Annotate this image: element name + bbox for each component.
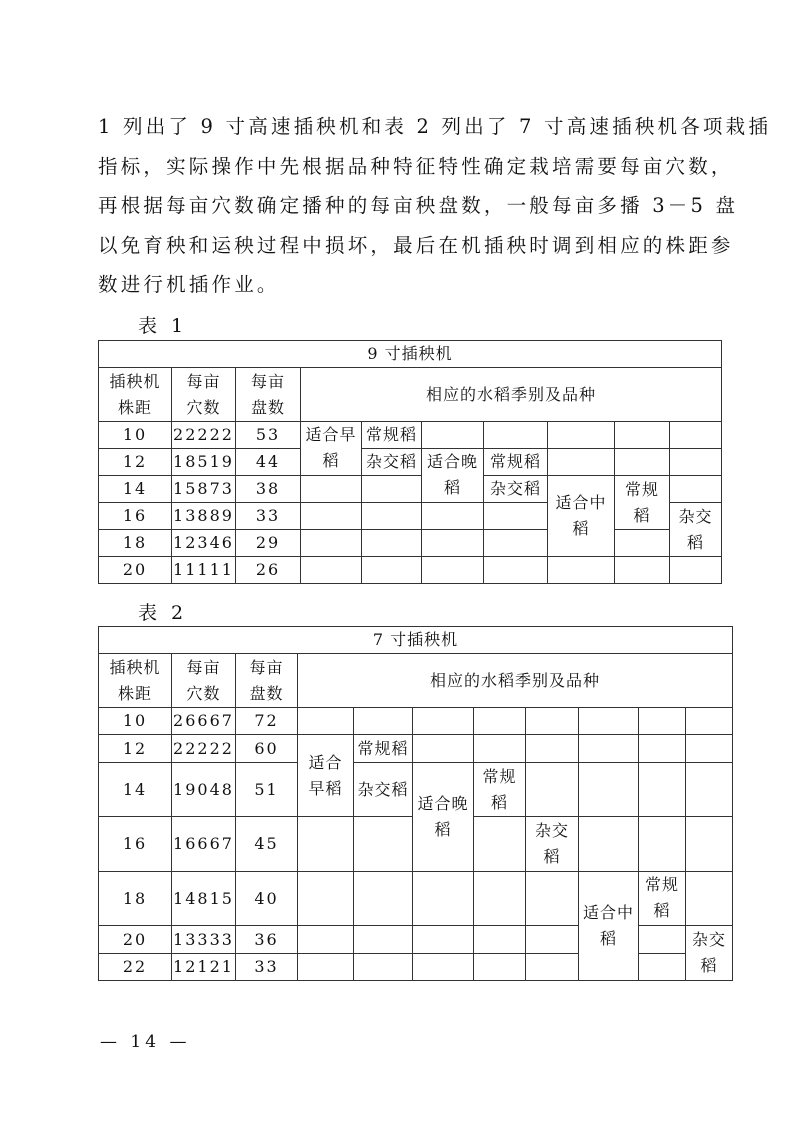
cell-spacing: 14	[99, 476, 172, 503]
empty-cell	[639, 954, 686, 981]
header-text: 每亩	[249, 657, 284, 677]
cell-trays: 29	[236, 530, 301, 557]
empty-cell	[474, 708, 526, 735]
empty-cell	[579, 817, 639, 872]
cell-late-hybrid: 杂交稻	[484, 476, 548, 503]
cell-spacing: 12	[99, 735, 172, 763]
paragraph-line: 数进行机插作业。	[98, 273, 280, 296]
empty-cell	[422, 503, 484, 530]
empty-cell	[474, 926, 526, 954]
header-varieties: 相应的水稻季别及品种	[298, 654, 733, 708]
empty-cell	[639, 763, 686, 817]
paragraph-line: 1 列出了 9 寸高速插秧机和表 2 列出了 7 寸高速插秧机各项栽插	[98, 115, 772, 138]
cell-holes: 22222	[172, 422, 236, 449]
empty-cell	[362, 476, 422, 503]
empty-cell	[362, 530, 422, 557]
empty-cell	[526, 763, 579, 817]
table1-title: 9 寸插秧机	[99, 341, 722, 368]
cell-late-rice	[422, 449, 484, 503]
paragraph-line: 指标，实际操作中先根据品种特征特性确定栽培需要每亩穴数，	[98, 154, 734, 178]
empty-cell	[362, 503, 422, 530]
empty-cell	[639, 926, 686, 954]
empty-cell	[615, 530, 670, 557]
empty-cell	[301, 530, 362, 557]
header-trays	[236, 654, 298, 708]
label-text: 适合中	[582, 903, 634, 922]
label-text: 稻	[633, 505, 651, 525]
cell-holes: 18519	[172, 449, 236, 476]
empty-cell	[422, 557, 484, 584]
empty-cell	[670, 557, 722, 584]
cell-early-hybrid: 杂交稻	[362, 449, 422, 476]
empty-cell	[484, 557, 548, 584]
empty-cell	[686, 817, 733, 872]
empty-cell	[548, 557, 615, 584]
empty-cell	[686, 708, 733, 735]
header-holes	[172, 368, 236, 422]
cell-mid-rice	[548, 476, 615, 557]
cell-holes: 13889	[172, 503, 236, 530]
empty-cell	[474, 954, 526, 981]
label-text: 适合晚	[426, 452, 478, 471]
cell-trays: 26	[236, 557, 301, 584]
cell-late-conventional: 常规稻	[484, 449, 548, 476]
empty-cell	[579, 763, 639, 817]
cell-late-hybrid	[526, 817, 579, 872]
label-text: 稻	[572, 519, 590, 538]
empty-cell	[413, 708, 474, 735]
label-text: 稻	[599, 929, 617, 948]
cell-spacing: 18	[99, 872, 172, 926]
empty-cell	[413, 735, 474, 763]
empty-cell	[298, 817, 354, 872]
empty-cell	[579, 735, 639, 763]
cell-trays: 44	[236, 449, 301, 476]
empty-cell	[579, 708, 639, 735]
cell-mid-rice	[579, 872, 639, 981]
table-row	[99, 530, 722, 557]
label-text: 杂交	[534, 821, 569, 840]
empty-cell	[474, 735, 526, 763]
header-trays	[236, 368, 301, 422]
cell-holes: 26667	[172, 708, 236, 735]
label-text: 稻	[543, 847, 561, 866]
header-text: 株距	[117, 397, 152, 417]
empty-cell	[686, 872, 733, 926]
empty-cell	[686, 763, 733, 817]
cell-spacing: 16	[99, 817, 172, 872]
empty-cell	[639, 708, 686, 735]
cell-trays: 38	[236, 476, 301, 503]
label-text: 适合早	[305, 425, 357, 444]
empty-cell	[354, 872, 413, 926]
header-text: 每亩	[250, 371, 285, 391]
header-text: 盘数	[249, 683, 284, 703]
cell-trays: 72	[236, 708, 298, 735]
empty-cell	[474, 872, 526, 926]
table2-caption: 表 2	[138, 602, 188, 624]
body-paragraph	[98, 107, 772, 305]
cell-holes: 13333	[172, 926, 236, 954]
cell-trays: 33	[236, 954, 298, 981]
empty-cell	[548, 422, 615, 449]
empty-cell	[413, 926, 474, 954]
empty-cell	[298, 708, 354, 735]
cell-spacing: 20	[99, 557, 172, 584]
cell-trays: 36	[236, 926, 298, 954]
empty-cell	[484, 422, 548, 449]
label-text: 稻	[490, 792, 508, 812]
empty-cell	[548, 449, 615, 476]
header-text: 插秧机	[109, 657, 161, 677]
header-text: 株距	[117, 683, 152, 703]
cell-trays: 40	[236, 872, 298, 926]
header-holes	[172, 654, 236, 708]
label-text: 稻	[434, 820, 452, 839]
label-text: 杂交	[678, 506, 713, 526]
table-row	[99, 422, 722, 449]
empty-cell	[615, 449, 670, 476]
cell-early-rice	[301, 422, 362, 476]
cell-holes: 12121	[172, 954, 236, 981]
cell-spacing: 18	[99, 530, 172, 557]
label-text: 稻	[700, 956, 718, 975]
cell-spacing: 10	[99, 422, 172, 449]
header-text: 每亩	[186, 657, 221, 677]
cell-spacing: 16	[99, 503, 172, 530]
paragraph-line: 以免育秧和运秧过程中损坏，最后在机插秧时调到相应的株距参	[98, 233, 734, 257]
cell-mid-hybrid	[670, 503, 722, 557]
empty-cell	[354, 954, 413, 981]
cell-early-conventional: 常规稻	[362, 422, 422, 449]
cell-holes: 22222	[172, 735, 236, 763]
label-text: 常规	[624, 479, 659, 499]
empty-cell	[298, 926, 354, 954]
cell-holes: 12346	[172, 530, 236, 557]
empty-cell	[484, 503, 548, 530]
cell-spacing: 14	[99, 763, 172, 817]
label-text: 适合晚	[417, 794, 469, 813]
header-varieties: 相应的水稻季别及品种	[301, 368, 722, 422]
empty-cell	[615, 557, 670, 584]
cell-mid-conventional	[615, 476, 670, 530]
cell-trays: 33	[236, 503, 301, 530]
cell-spacing: 12	[99, 449, 172, 476]
cell-holes: 19048	[172, 763, 236, 817]
label-text: 稻	[443, 478, 461, 497]
empty-cell	[298, 954, 354, 981]
cell-holes: 16667	[172, 817, 236, 872]
empty-cell	[526, 954, 579, 981]
cell-spacing: 22	[99, 954, 172, 981]
empty-cell	[639, 735, 686, 763]
empty-cell	[670, 449, 722, 476]
empty-cell	[298, 872, 354, 926]
cell-late-rice	[413, 763, 474, 872]
empty-cell	[354, 817, 413, 872]
cell-early-conventional: 常规稻	[354, 735, 413, 763]
table2	[98, 626, 733, 981]
empty-cell	[422, 422, 484, 449]
header-text: 插秧机	[109, 371, 161, 391]
cell-holes: 14815	[172, 872, 236, 926]
cell-holes: 11111	[172, 557, 236, 584]
table2-title: 7 寸插秧机	[99, 627, 733, 654]
table-row	[99, 872, 733, 926]
table-row	[99, 449, 722, 476]
label-text: 稻	[653, 901, 671, 920]
empty-cell	[639, 817, 686, 872]
cell-spacing: 10	[99, 708, 172, 735]
empty-cell	[301, 557, 362, 584]
cell-mid-conventional	[639, 872, 686, 926]
label-text: 常规	[644, 875, 679, 894]
table-row	[99, 557, 722, 584]
empty-cell	[354, 926, 413, 954]
table-row	[99, 476, 722, 503]
empty-cell	[526, 735, 579, 763]
header-text: 盘数	[250, 397, 285, 417]
empty-cell	[670, 422, 722, 449]
header-text: 每亩	[186, 371, 221, 391]
table-row	[99, 708, 733, 735]
empty-cell	[301, 503, 362, 530]
table1	[98, 340, 722, 584]
empty-cell	[526, 708, 579, 735]
header-spacing	[99, 368, 172, 422]
cell-holes: 15873	[172, 476, 236, 503]
paragraph-line: 再根据每亩穴数确定播种的每亩秧盘数，一般每亩多播 3－5 盘	[98, 194, 739, 217]
label-text: 适合中	[555, 493, 607, 512]
label-text: 杂交	[691, 930, 726, 949]
cell-trays: 60	[236, 735, 298, 763]
page-number: — 14 —	[100, 1032, 191, 1052]
empty-cell	[413, 872, 474, 926]
label-text: 适合	[308, 752, 343, 772]
empty-cell	[474, 817, 526, 872]
empty-cell	[301, 476, 362, 503]
label-text: 常规	[482, 766, 517, 786]
cell-late-conventional	[474, 763, 526, 817]
empty-cell	[670, 476, 722, 503]
empty-cell	[354, 708, 413, 735]
cell-early-hybrid: 杂交稻	[354, 763, 413, 817]
empty-cell	[422, 530, 484, 557]
empty-cell	[484, 530, 548, 557]
table1-caption: 表 1	[138, 315, 188, 337]
empty-cell	[686, 735, 733, 763]
cell-trays: 53	[236, 422, 301, 449]
label-text: 稻	[322, 451, 340, 470]
cell-trays: 51	[236, 763, 298, 817]
empty-cell	[615, 422, 670, 449]
empty-cell	[526, 872, 579, 926]
cell-mid-hybrid	[686, 926, 733, 981]
cell-trays: 45	[236, 817, 298, 872]
table-row	[99, 763, 733, 817]
header-text: 穴数	[186, 397, 221, 417]
empty-cell	[413, 954, 474, 981]
empty-cell	[526, 926, 579, 954]
label-text: 稻	[687, 532, 705, 552]
cell-early-rice	[298, 735, 354, 817]
cell-spacing: 20	[99, 926, 172, 954]
table-row	[99, 735, 733, 763]
empty-cell	[362, 557, 422, 584]
header-text: 穴数	[186, 683, 221, 703]
header-spacing	[99, 654, 172, 708]
label-text: 早稻	[308, 778, 343, 798]
